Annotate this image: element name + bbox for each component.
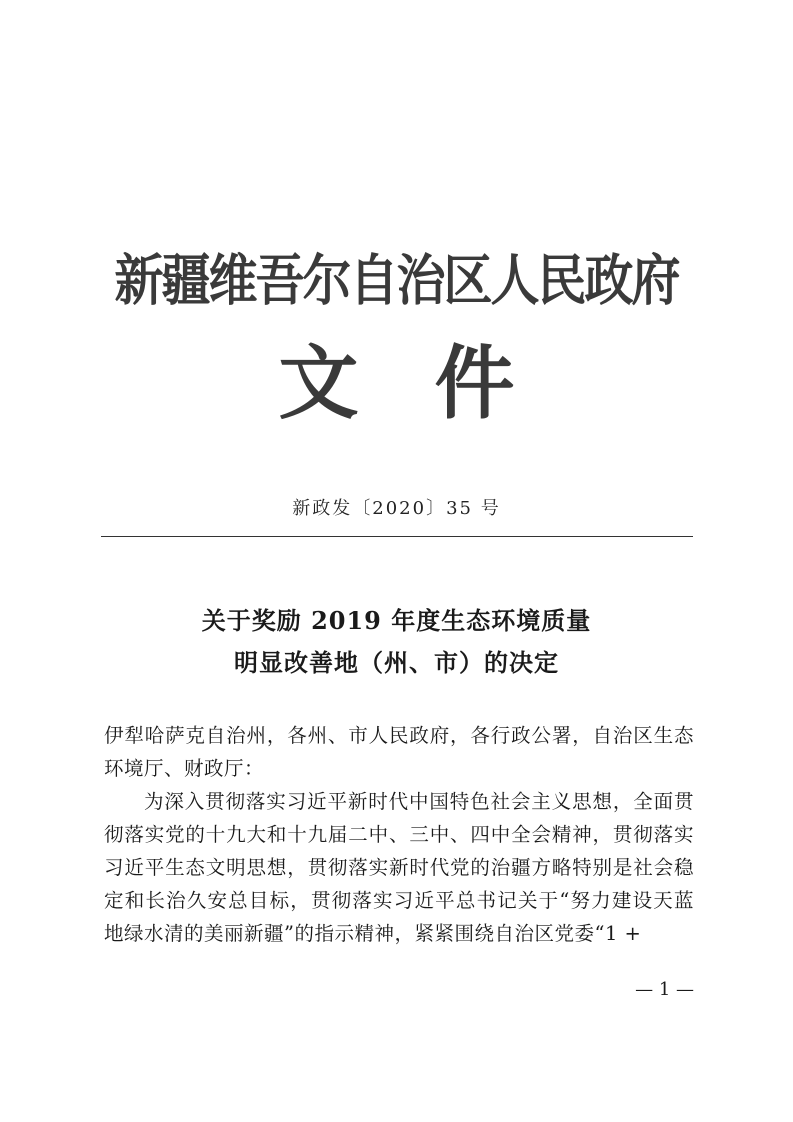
document-body <box>104 719 694 950</box>
title-line-2: 明显改善地（州、市）的决定 <box>234 648 559 677</box>
page-number: — 1 — <box>635 979 694 1000</box>
document-type-char-2: 件 <box>434 336 515 430</box>
document-type-heading <box>0 338 793 428</box>
issuing-authority: 新疆维吾尔自治区人民政府 <box>114 248 679 314</box>
addressee-paragraph: 伊犁哈萨克自治州，各州、市人民政府，各行政公署，自治区生态环境厅、财政厅： <box>104 724 694 780</box>
header-divider <box>101 536 693 537</box>
body-paragraph: 为深入贯彻落实习近平新时代中国特色社会主义思想，全面贯彻落实党的十九大和十九届二中、三中、四中全会精神，贯彻落实习近平生态文明思想，贯彻落实新时代党的治疆方略特别是社会稳定和长治久安总目标，贯彻落实习近平总书记关于“努力建设天蓝地绿水清的美丽新疆”的指示精神，紧紧围绕自治区党委“1 + <box>104 790 694 945</box>
document-title <box>0 600 793 684</box>
title-line-1: 关于奖励 2019 年度生态环境质量 <box>201 606 592 635</box>
document-type-char-1: 文 <box>278 336 359 430</box>
document-number: 新政发〔2020〕35 号 <box>292 498 501 519</box>
